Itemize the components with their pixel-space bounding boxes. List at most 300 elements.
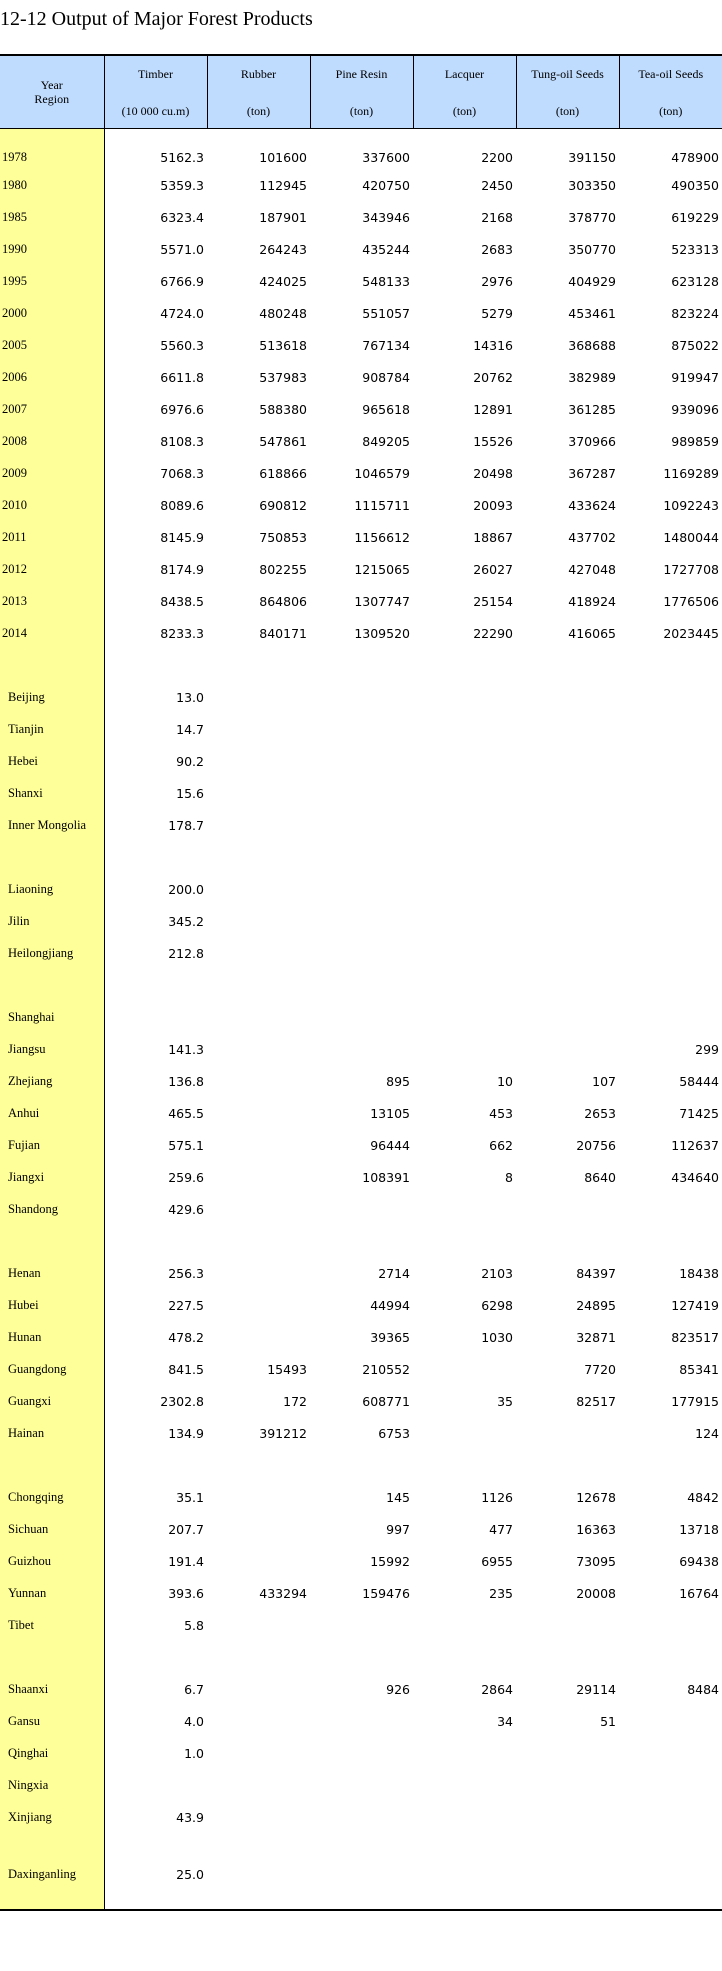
cell-value: 73095 bbox=[576, 1553, 616, 1569]
row-label: Jilin bbox=[0, 905, 104, 937]
cell-value bbox=[207, 1673, 310, 1705]
cell-value bbox=[310, 969, 413, 1001]
cell-value bbox=[619, 873, 722, 905]
cell-value bbox=[207, 1513, 310, 1545]
cell-value: 2168 bbox=[481, 209, 513, 225]
cell-value bbox=[619, 1225, 722, 1257]
table-row bbox=[0, 1673, 722, 1705]
cell-value: 537983 bbox=[259, 369, 307, 385]
cell-value: 191.4 bbox=[168, 1553, 204, 1569]
table-row bbox=[0, 1417, 722, 1449]
cell-value: 259.6 bbox=[168, 1169, 204, 1185]
table-row bbox=[0, 937, 722, 969]
cell-value bbox=[207, 1289, 310, 1321]
table-row bbox=[0, 1577, 722, 1609]
cell-value: 490350 bbox=[671, 177, 719, 193]
cell-value: 303350 bbox=[568, 177, 616, 193]
cell-value: 4724.0 bbox=[160, 305, 204, 321]
cell-value: 908784 bbox=[362, 369, 410, 385]
cell-value: 350770 bbox=[568, 241, 616, 257]
cell-value: 12678 bbox=[576, 1489, 616, 1505]
row-label: 1990 bbox=[0, 233, 104, 265]
table-row bbox=[0, 969, 722, 1001]
cell-value bbox=[619, 1641, 722, 1673]
cell-value: 547861 bbox=[259, 433, 307, 449]
cell-value bbox=[207, 969, 310, 1001]
cell-value bbox=[413, 713, 516, 745]
row-label: Tianjin bbox=[0, 713, 104, 745]
cell-value bbox=[413, 873, 516, 905]
header-col-unit: (ton) bbox=[349, 104, 374, 118]
cell-value: 1030 bbox=[481, 1329, 513, 1345]
cell-value bbox=[516, 1033, 619, 1065]
cell-value: 15.6 bbox=[176, 785, 204, 801]
cell-value: 548133 bbox=[362, 273, 410, 289]
cell-value: 1115711 bbox=[354, 497, 410, 513]
table-row bbox=[0, 1865, 722, 1910]
table-row bbox=[0, 1641, 722, 1673]
cell-value bbox=[104, 841, 207, 873]
row-label: 2010 bbox=[0, 489, 104, 521]
cell-value: 393.6 bbox=[168, 1585, 204, 1601]
header-col-unit: (ton) bbox=[659, 104, 683, 118]
row-label: Chongqing bbox=[0, 1481, 104, 1513]
table-row bbox=[0, 905, 722, 937]
cell-value: 370966 bbox=[568, 433, 616, 449]
cell-value: 82517 bbox=[576, 1393, 616, 1409]
cell-value: 690812 bbox=[259, 497, 307, 513]
cell-value: 662 bbox=[489, 1137, 513, 1153]
cell-value bbox=[516, 649, 619, 681]
cell-value: 7720 bbox=[584, 1361, 616, 1377]
cell-value bbox=[619, 1801, 722, 1833]
cell-value bbox=[207, 1769, 310, 1801]
cell-value: 989859 bbox=[671, 433, 719, 449]
cell-value bbox=[619, 1833, 722, 1865]
header-col-unit: (ton) bbox=[555, 104, 580, 118]
cell-value bbox=[516, 1641, 619, 1673]
header-col-unit: (ton) bbox=[246, 104, 271, 118]
forest-products-table bbox=[0, 54, 722, 1911]
table-body bbox=[0, 129, 722, 1911]
cell-value: 2976 bbox=[481, 273, 513, 289]
cell-value bbox=[413, 1737, 516, 1769]
cell-value: 2302.8 bbox=[160, 1393, 204, 1409]
cell-value: 35 bbox=[497, 1393, 513, 1409]
cell-value bbox=[619, 777, 722, 809]
cell-value bbox=[207, 713, 310, 745]
cell-value: 4842 bbox=[687, 1489, 719, 1505]
cell-value: 20756 bbox=[576, 1137, 616, 1153]
cell-value: 2023445 bbox=[663, 625, 719, 641]
cell-value bbox=[104, 1449, 207, 1481]
row-label: Tibet bbox=[0, 1609, 104, 1641]
cell-value bbox=[104, 649, 207, 681]
cell-value bbox=[207, 841, 310, 873]
cell-value bbox=[516, 1609, 619, 1641]
cell-value: 6298 bbox=[481, 1297, 513, 1313]
cell-value bbox=[104, 969, 207, 1001]
cell-value: 8108.3 bbox=[160, 433, 204, 449]
table-row bbox=[0, 233, 722, 265]
cell-value bbox=[619, 681, 722, 713]
cell-value: 124 bbox=[695, 1425, 719, 1441]
cell-value: 227.5 bbox=[168, 1297, 204, 1313]
cell-value: 5560.3 bbox=[160, 337, 204, 353]
cell-value: 299 bbox=[695, 1041, 719, 1057]
table-row bbox=[0, 1481, 722, 1513]
header-row bbox=[0, 55, 722, 129]
cell-value: 26027 bbox=[473, 561, 513, 577]
table-row bbox=[0, 297, 722, 329]
cell-value: 368688 bbox=[568, 337, 616, 353]
cell-value: 13105 bbox=[370, 1105, 410, 1121]
cell-value bbox=[207, 1001, 310, 1033]
cell-value bbox=[619, 1001, 722, 1033]
cell-value: 926 bbox=[386, 1681, 410, 1697]
cell-value bbox=[310, 713, 413, 745]
table-row bbox=[0, 1065, 722, 1097]
cell-value: 44994 bbox=[370, 1297, 410, 1313]
cell-value: 6611.8 bbox=[160, 369, 204, 385]
cell-value: 2450 bbox=[481, 177, 513, 193]
cell-value bbox=[104, 1225, 207, 1257]
cell-value: 84397 bbox=[576, 1265, 616, 1281]
cell-value bbox=[104, 1769, 207, 1801]
cell-value bbox=[516, 969, 619, 1001]
cell-value bbox=[619, 1705, 722, 1737]
header-col-name: Lacquer bbox=[444, 67, 485, 81]
cell-value bbox=[516, 1449, 619, 1481]
cell-value: 427048 bbox=[568, 561, 616, 577]
table-row bbox=[0, 777, 722, 809]
cell-value bbox=[619, 1865, 722, 1910]
cell-value: 101600 bbox=[259, 150, 307, 165]
cell-value bbox=[310, 1193, 413, 1225]
table-row bbox=[0, 745, 722, 777]
cell-value: 382989 bbox=[568, 369, 616, 385]
cell-value bbox=[207, 809, 310, 841]
row-label: 1995 bbox=[0, 265, 104, 297]
cell-value bbox=[413, 1417, 516, 1449]
cell-value: 16363 bbox=[576, 1521, 616, 1537]
cell-value bbox=[207, 1065, 310, 1097]
row-label: Shanxi bbox=[0, 777, 104, 809]
table-row bbox=[0, 201, 722, 233]
table-row bbox=[0, 1833, 722, 1865]
row-label: Shandong bbox=[0, 1193, 104, 1225]
row-label bbox=[0, 1833, 104, 1865]
cell-value: 145 bbox=[386, 1489, 410, 1505]
cell-value: 90.2 bbox=[176, 753, 204, 769]
row-label: Xinjiang bbox=[0, 1801, 104, 1833]
cell-value: 6976.6 bbox=[160, 401, 204, 417]
cell-value: 919947 bbox=[671, 369, 719, 385]
cell-value: 618866 bbox=[259, 465, 307, 481]
cell-value bbox=[310, 1609, 413, 1641]
cell-value: 767134 bbox=[362, 337, 410, 353]
cell-value: 465.5 bbox=[168, 1105, 204, 1121]
table-row bbox=[0, 1609, 722, 1641]
cell-value bbox=[619, 969, 722, 1001]
table-row bbox=[0, 1289, 722, 1321]
row-label: 1978 bbox=[0, 129, 104, 170]
table-row bbox=[0, 1257, 722, 1289]
cell-value: 8174.9 bbox=[160, 561, 204, 577]
table-row bbox=[0, 169, 722, 201]
cell-value: 513618 bbox=[259, 337, 307, 353]
header-pine-resin bbox=[310, 55, 413, 129]
row-label: Yunnan bbox=[0, 1577, 104, 1609]
cell-value: 20498 bbox=[473, 465, 513, 481]
cell-value: 20093 bbox=[473, 497, 513, 513]
cell-value bbox=[310, 1737, 413, 1769]
row-label bbox=[0, 1641, 104, 1673]
cell-value bbox=[207, 1321, 310, 1353]
cell-value: 623128 bbox=[671, 273, 719, 289]
cell-value bbox=[207, 1033, 310, 1065]
cell-value bbox=[516, 1737, 619, 1769]
table-row bbox=[0, 1449, 722, 1481]
row-label: 2012 bbox=[0, 553, 104, 585]
cell-value bbox=[310, 681, 413, 713]
cell-value: 424025 bbox=[259, 273, 307, 289]
table-row bbox=[0, 1129, 722, 1161]
header-col-name: Timber bbox=[138, 67, 173, 81]
row-label: Jiangsu bbox=[0, 1033, 104, 1065]
cell-value: 823517 bbox=[671, 1329, 719, 1345]
cell-value: 429.6 bbox=[168, 1201, 204, 1217]
table-row bbox=[0, 809, 722, 841]
table-row bbox=[0, 649, 722, 681]
cell-value bbox=[207, 1833, 310, 1865]
cell-value: 849205 bbox=[362, 433, 410, 449]
cell-value: 997 bbox=[386, 1521, 410, 1537]
cell-value: 35.1 bbox=[176, 1489, 204, 1505]
row-label bbox=[0, 1225, 104, 1257]
cell-value: 235 bbox=[489, 1585, 513, 1601]
cell-value: 391212 bbox=[259, 1425, 307, 1441]
cell-value bbox=[207, 777, 310, 809]
cell-value: 1215065 bbox=[354, 561, 410, 577]
cell-value bbox=[310, 1769, 413, 1801]
cell-value: 478.2 bbox=[168, 1329, 204, 1345]
cell-value: 13718 bbox=[679, 1521, 719, 1537]
cell-value: 210552 bbox=[362, 1361, 410, 1377]
row-label: Heilongjiang bbox=[0, 937, 104, 969]
table-row bbox=[0, 1769, 722, 1801]
cell-value: 141.3 bbox=[168, 1041, 204, 1057]
row-label: Hainan bbox=[0, 1417, 104, 1449]
table-row bbox=[0, 1001, 722, 1033]
cell-value bbox=[104, 1001, 207, 1033]
cell-value bbox=[207, 681, 310, 713]
cell-value bbox=[310, 809, 413, 841]
cell-value bbox=[516, 937, 619, 969]
cell-value: 8640 bbox=[584, 1169, 616, 1185]
row-label bbox=[0, 1449, 104, 1481]
cell-value bbox=[207, 1801, 310, 1833]
cell-value bbox=[310, 1449, 413, 1481]
cell-value: 264243 bbox=[259, 241, 307, 257]
cell-value bbox=[413, 905, 516, 937]
row-label: Fujian bbox=[0, 1129, 104, 1161]
row-label: 2014 bbox=[0, 617, 104, 649]
cell-value: 875022 bbox=[671, 337, 719, 353]
header-col-name: Tung-oil Seeds bbox=[531, 67, 604, 81]
cell-value bbox=[310, 649, 413, 681]
cell-value: 2653 bbox=[584, 1105, 616, 1121]
cell-value bbox=[207, 1641, 310, 1673]
row-label: 2008 bbox=[0, 425, 104, 457]
cell-value bbox=[619, 1769, 722, 1801]
table-row bbox=[0, 1385, 722, 1417]
cell-value: 96444 bbox=[370, 1137, 410, 1153]
row-label bbox=[0, 649, 104, 681]
cell-value bbox=[207, 905, 310, 937]
cell-value bbox=[619, 745, 722, 777]
cell-value: 20008 bbox=[576, 1585, 616, 1601]
cell-value: 12891 bbox=[473, 401, 513, 417]
header-region-label: Region bbox=[34, 92, 70, 106]
header-tea-oil-seeds bbox=[619, 55, 722, 129]
cell-value: 178.7 bbox=[168, 817, 204, 833]
cell-value: 8484 bbox=[687, 1681, 719, 1697]
cell-value bbox=[516, 745, 619, 777]
cell-value bbox=[516, 1001, 619, 1033]
cell-value bbox=[516, 777, 619, 809]
cell-value: 18438 bbox=[679, 1265, 719, 1281]
cell-value: 418924 bbox=[568, 593, 616, 609]
row-label: 2006 bbox=[0, 361, 104, 393]
table-row bbox=[0, 329, 722, 361]
cell-value: 1727708 bbox=[663, 561, 719, 577]
cell-value: 5359.3 bbox=[160, 177, 204, 193]
row-label: 2009 bbox=[0, 457, 104, 489]
cell-value: 1169289 bbox=[663, 465, 719, 481]
cell-value: 159476 bbox=[362, 1585, 410, 1601]
table-row bbox=[0, 1033, 722, 1065]
cell-value: 6753 bbox=[378, 1425, 410, 1441]
table-row bbox=[0, 1545, 722, 1577]
table-row bbox=[0, 521, 722, 553]
cell-value bbox=[207, 1481, 310, 1513]
cell-value bbox=[516, 1833, 619, 1865]
table-row bbox=[0, 585, 722, 617]
cell-value: 207.7 bbox=[168, 1521, 204, 1537]
cell-value bbox=[207, 1193, 310, 1225]
header-year-label: Year bbox=[40, 78, 63, 92]
cell-value: 477 bbox=[489, 1521, 513, 1537]
header-timber bbox=[104, 55, 207, 129]
cell-value bbox=[207, 1129, 310, 1161]
cell-value: 823224 bbox=[671, 305, 719, 321]
cell-value: 43.9 bbox=[176, 1809, 204, 1825]
cell-value: 575.1 bbox=[168, 1137, 204, 1153]
row-label: Guangdong bbox=[0, 1353, 104, 1385]
cell-value: 112637 bbox=[671, 1137, 719, 1153]
cell-value: 434640 bbox=[671, 1169, 719, 1185]
cell-value: 172 bbox=[283, 1393, 307, 1409]
row-label: Beijing bbox=[0, 681, 104, 713]
cell-value: 435244 bbox=[362, 241, 410, 257]
cell-value bbox=[516, 1193, 619, 1225]
cell-value: 6323.4 bbox=[160, 209, 204, 225]
cell-value: 112945 bbox=[259, 177, 307, 193]
cell-value: 5.8 bbox=[184, 1617, 204, 1633]
cell-value: 8233.3 bbox=[160, 625, 204, 641]
header-col-name: Pine Resin bbox=[335, 67, 388, 81]
cell-value: 6766.9 bbox=[160, 273, 204, 289]
cell-value bbox=[516, 873, 619, 905]
cell-value bbox=[413, 1609, 516, 1641]
table-row bbox=[0, 841, 722, 873]
header-col-name: Rubber bbox=[240, 67, 277, 81]
cell-value: 588380 bbox=[259, 401, 307, 417]
table-row bbox=[0, 393, 722, 425]
cell-value: 16764 bbox=[679, 1585, 719, 1601]
cell-value bbox=[207, 1225, 310, 1257]
cell-value: 416065 bbox=[568, 625, 616, 641]
cell-value: 32871 bbox=[576, 1329, 616, 1345]
table-row bbox=[0, 1705, 722, 1737]
cell-value: 378770 bbox=[568, 209, 616, 225]
cell-value bbox=[207, 1865, 310, 1910]
cell-value: 8145.9 bbox=[160, 529, 204, 545]
cell-value bbox=[413, 1033, 516, 1065]
row-label: Hubei bbox=[0, 1289, 104, 1321]
row-label: Ningxia bbox=[0, 1769, 104, 1801]
row-label: Gansu bbox=[0, 1705, 104, 1737]
cell-value bbox=[619, 1737, 722, 1769]
header-tung-oil-seeds bbox=[516, 55, 619, 129]
row-label: Guangxi bbox=[0, 1385, 104, 1417]
row-label: 2013 bbox=[0, 585, 104, 617]
cell-value: 1046579 bbox=[354, 465, 410, 481]
cell-value: 22290 bbox=[473, 625, 513, 641]
cell-value: 420750 bbox=[362, 177, 410, 193]
cell-value: 345.2 bbox=[168, 913, 204, 929]
cell-value bbox=[207, 1097, 310, 1129]
header-year-region bbox=[0, 55, 104, 129]
cell-value: 18867 bbox=[473, 529, 513, 545]
cell-value bbox=[207, 1609, 310, 1641]
table-row bbox=[0, 457, 722, 489]
cell-value bbox=[413, 1225, 516, 1257]
row-label: Guizhou bbox=[0, 1545, 104, 1577]
cell-value bbox=[516, 1769, 619, 1801]
cell-value bbox=[310, 1705, 413, 1737]
cell-value: 8 bbox=[505, 1169, 513, 1185]
table-row bbox=[0, 617, 722, 649]
cell-value: 85341 bbox=[679, 1361, 719, 1377]
cell-value bbox=[516, 1225, 619, 1257]
row-label: Zhejiang bbox=[0, 1065, 104, 1097]
row-label: 1985 bbox=[0, 201, 104, 233]
cell-value bbox=[413, 1865, 516, 1910]
row-label: Henan bbox=[0, 1257, 104, 1289]
cell-value bbox=[104, 1641, 207, 1673]
cell-value bbox=[619, 841, 722, 873]
cell-value bbox=[207, 937, 310, 969]
cell-value: 71425 bbox=[679, 1105, 719, 1121]
cell-value: 895 bbox=[386, 1073, 410, 1089]
cell-value: 5571.0 bbox=[160, 241, 204, 257]
cell-value: 10 bbox=[497, 1073, 513, 1089]
table-row bbox=[0, 361, 722, 393]
table-row bbox=[0, 713, 722, 745]
table-row bbox=[0, 1097, 722, 1129]
